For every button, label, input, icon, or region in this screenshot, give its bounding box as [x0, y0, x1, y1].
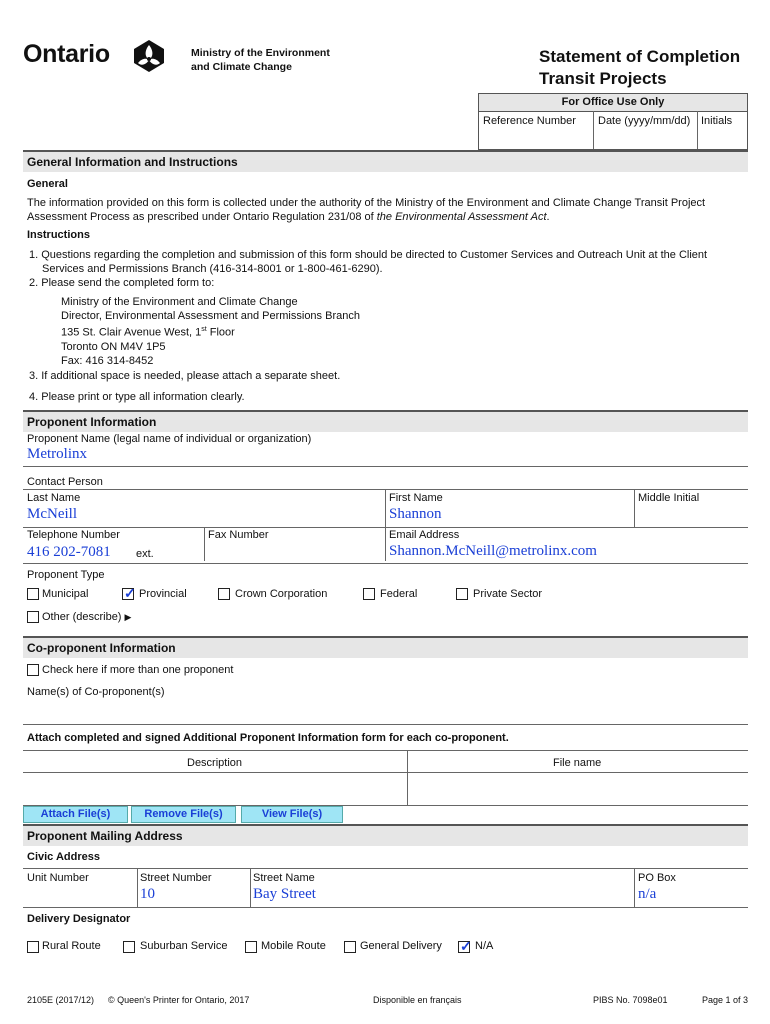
other-text: Other (describe) — [42, 611, 122, 623]
email-label: Email Address — [389, 529, 460, 541]
divider — [593, 111, 594, 149]
divider — [23, 907, 748, 908]
mobile-route-label: Mobile Route — [261, 940, 326, 952]
view-files-button[interactable]: View File(s) — [241, 806, 343, 823]
proponent-name-field[interactable]: Metrolinx — [27, 446, 87, 462]
section-title: Co-proponent Information — [27, 641, 176, 655]
divider — [23, 563, 748, 564]
address-line: Director, Environmental Assessment and Permissions Branch — [61, 310, 360, 322]
mobile-route-checkbox[interactable] — [245, 941, 257, 953]
more-than-one-proponent-label: Check here if more than one proponent — [42, 664, 234, 676]
instruction-item-4: 4. Please print or type all information clearly. — [29, 391, 245, 403]
rural-route-label: Rural Route — [42, 940, 101, 952]
po-box-label: PO Box — [638, 872, 676, 884]
proponent-section-header — [23, 410, 748, 432]
form-number: 2105E (2017/12) — [27, 995, 95, 1005]
divider — [23, 527, 748, 528]
suburban-service-label: Suburban Service — [140, 940, 228, 952]
address-part: 135 St. Clair Avenue West, 1 — [61, 326, 202, 339]
title-line-1: Statement of Completion — [539, 47, 741, 66]
delivery-designator-label: Delivery Designator — [27, 913, 131, 925]
act-name: the Environmental Assessment Act — [376, 211, 547, 223]
divider — [137, 868, 138, 908]
general-text-line-1: The information provided on this form is collected under the authority of the Ministry of the Environment and Climate Change Transit Project — [27, 197, 706, 209]
attach-note: Attach completed and signed Additional Proponent Information form for each co-proponent. — [27, 732, 509, 744]
instruction-item-3: 3. If additional space is needed, please attach a separate sheet. — [29, 370, 341, 382]
federal-checkbox[interactable] — [363, 588, 375, 600]
french-availability: Disponible en français — [373, 995, 462, 1005]
first-name-field[interactable]: Shannon — [389, 506, 442, 522]
divider — [697, 111, 698, 149]
more-than-one-proponent-checkbox[interactable] — [27, 664, 39, 676]
street-name-label: Street Name — [253, 872, 315, 884]
na-checkbox[interactable] — [458, 938, 472, 954]
divider — [250, 868, 251, 908]
unit-number-label: Unit Number — [27, 872, 89, 884]
ministry-line-1: Ministry of the Environment — [191, 47, 330, 59]
address-line: Toronto ON M4V 1P5 — [61, 340, 166, 353]
description-column-header: Description — [187, 757, 243, 769]
ministry-line-2: and Climate Change — [191, 61, 292, 73]
remove-files-button[interactable]: Remove File(s) — [131, 806, 236, 823]
fax-label: Fax Number — [208, 529, 269, 541]
telephone-label: Telephone Number — [27, 529, 120, 541]
section-title: Proponent Information — [27, 415, 157, 429]
checkmark-icon: ✓ — [460, 938, 472, 954]
copyright: © Queen's Printer for Ontario, 2017 — [108, 995, 250, 1005]
rural-route-checkbox[interactable] — [27, 941, 39, 953]
divider — [23, 772, 748, 773]
email-field[interactable]: Shannon.McNeill@metrolinx.com — [389, 543, 597, 559]
contact-person-label: Contact Person — [27, 476, 103, 488]
form-title — [539, 46, 740, 90]
provincial-checkbox[interactable] — [122, 585, 136, 601]
office-use-box — [478, 93, 748, 150]
mailing-address-block — [61, 295, 360, 368]
crown-corporation-checkbox[interactable] — [218, 588, 230, 600]
general-delivery-label: General Delivery — [360, 940, 442, 952]
po-box-field[interactable]: n/a — [638, 886, 657, 902]
office-use-heading: For Office Use Only — [479, 94, 747, 112]
ontario-logo-text: Ontario — [23, 40, 110, 68]
address-part: Floor — [206, 326, 235, 339]
checkmark-icon: ✓ — [124, 585, 136, 601]
instruction-1-line-2: Services and Permissions Branch (416-314-8001 or 1-800-461-6290). — [42, 263, 383, 275]
address-superscript: st — [201, 326, 207, 333]
divider — [204, 527, 205, 561]
divider — [385, 489, 386, 561]
section-title: Proponent Mailing Address — [27, 829, 183, 843]
general-text-line-2 — [27, 210, 747, 224]
provincial-label: Provincial — [139, 588, 187, 600]
instruction-item-1 — [29, 248, 749, 276]
coproponent-names-label: Name(s) of Co-proponent(s) — [27, 686, 165, 698]
ext-label: ext. — [136, 548, 154, 560]
attach-files-button[interactable]: Attach File(s) — [23, 806, 128, 823]
coproponent-section-header — [23, 636, 748, 658]
na-label: N/A — [475, 940, 494, 952]
divider — [634, 489, 635, 528]
arrow-right-icon: ▶ — [124, 612, 132, 622]
instructions-heading: Instructions — [27, 229, 90, 241]
middle-initial-label: Middle Initial — [638, 492, 700, 504]
file-name-column-header: File name — [553, 757, 602, 769]
street-number-label: Street Number — [140, 872, 212, 884]
municipal-checkbox[interactable] — [27, 588, 39, 600]
private-sector-label: Private Sector — [473, 588, 543, 600]
street-number-field[interactable]: 10 — [140, 886, 155, 902]
other-label — [42, 611, 131, 623]
general-text-part: . — [546, 211, 550, 223]
address-line: Fax: 416 314-8452 — [61, 354, 154, 367]
divider — [23, 466, 748, 467]
pibs-number: PIBS No. 7098e01 — [593, 995, 668, 1005]
suburban-service-checkbox[interactable] — [123, 941, 135, 953]
crown-corporation-label: Crown Corporation — [235, 588, 328, 600]
general-section-header — [23, 150, 748, 172]
proponent-name-label: Proponent Name (legal name of individual or organization) — [27, 433, 312, 445]
last-name-label: Last Name — [27, 492, 81, 504]
divider — [23, 724, 748, 725]
first-name-label: First Name — [389, 492, 443, 504]
title-line-2: Transit Projects — [539, 69, 667, 88]
civic-address-label: Civic Address — [27, 851, 100, 863]
general-text — [27, 196, 747, 224]
address-line — [61, 323, 360, 340]
address-line: Ministry of the Environment and Climate Change — [61, 296, 298, 308]
section-title: General Information and Instructions — [27, 155, 238, 169]
ministry-name — [191, 46, 330, 74]
initials-label: Initials — [701, 115, 733, 127]
telephone-field[interactable]: 416 202-7081 — [27, 544, 111, 560]
date-label: Date (yyyy/mm/dd) — [598, 115, 691, 127]
last-name-field[interactable]: McNeill — [27, 506, 77, 522]
private-sector-checkbox[interactable] — [456, 588, 468, 600]
general-text-part: Assessment Process as prescribed under Ontario Regulation 231/08 of — [27, 211, 377, 223]
page-number: Page 1 of 3 — [702, 995, 749, 1005]
other-checkbox[interactable] — [27, 611, 39, 623]
instruction-1-line-1: 1. Questions regarding the completion and submission of this form should be directed to Customer Services and Outreach Unit at the Client — [29, 249, 708, 261]
reference-number-label: Reference Number — [483, 115, 576, 127]
mailing-address-section-header — [23, 824, 748, 846]
trillium-logo-icon — [130, 38, 168, 74]
divider — [23, 868, 748, 869]
divider — [634, 868, 635, 908]
divider — [23, 750, 748, 751]
federal-label: Federal — [380, 588, 418, 600]
instruction-item-2: 2. Please send the completed form to: — [29, 277, 215, 289]
divider — [407, 750, 408, 806]
proponent-type-label: Proponent Type — [27, 569, 105, 581]
general-delivery-checkbox[interactable] — [344, 941, 356, 953]
street-name-field[interactable]: Bay Street — [253, 886, 316, 902]
municipal-label: Municipal — [42, 588, 89, 600]
general-heading: General — [27, 178, 68, 190]
